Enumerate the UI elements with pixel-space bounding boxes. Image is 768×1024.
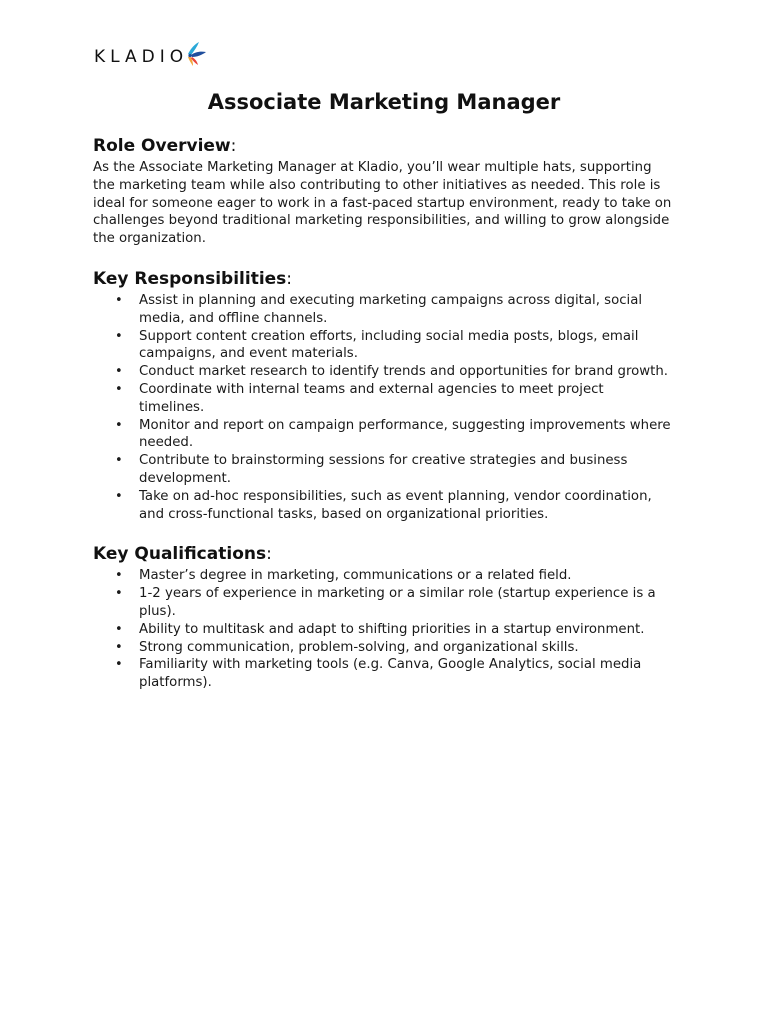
document-title: Associate Marketing Manager: [207, 90, 561, 114]
key-qualifications-heading: [93, 542, 673, 566]
bullet-icon: •: [115, 328, 123, 344]
key-responsibilities-heading-text: Key Responsibilities: [93, 268, 287, 289]
bullet-icon: •: [115, 621, 123, 637]
key-responsibilities-heading-colon: :: [286, 268, 293, 289]
list-item: [93, 656, 673, 692]
key-qualifications-heading-text: Key Qualifications: [93, 544, 267, 565]
key-qualifications-heading-colon: :: [266, 544, 272, 565]
list-item: [93, 488, 673, 524]
list-item-text: Master’s degree in marketing, communications or a related field.: [139, 568, 572, 584]
list-item: [93, 417, 673, 453]
list-item: [93, 363, 673, 381]
role-overview-text: As the Associate Marketing Manager at Kladio, you’ll wear multiple hats, supporting the marketing team while also contributing to other initiatives as needed. This role is ideal for someone eager to work in a fast-paced startup environment, ready to take on challenges beyond traditional marketing responsibilities, and willing to grow alongside the organization.: [93, 160, 672, 247]
list-item-text: Familiarity with marketing tools (e.g. Canva, Google Analytics, social media platforms).: [139, 657, 642, 691]
list-item-text: Conduct market research to identify trends and opportunities for brand growth.: [139, 364, 669, 380]
list-item-text: Coordinate with internal teams and external agencies to meet project timelines.: [139, 381, 604, 415]
list-item: [93, 567, 673, 585]
bullet-icon: •: [115, 364, 123, 380]
bullet-icon: •: [115, 292, 123, 308]
bullet-icon: •: [115, 568, 123, 584]
list-item: [93, 328, 673, 364]
list-item: [93, 621, 673, 639]
document-body: [93, 134, 673, 692]
bullet-icon: •: [115, 453, 123, 469]
list-item-text: Assist in planning and executing marketing campaigns across digital, social media, and offline channels.: [139, 292, 643, 326]
list-item: [93, 292, 673, 328]
list-item-text: Take on ad-hoc responsibilities, such as event planning, vendor coordination, and cross-functional tasks, based on organizational priorities.: [139, 488, 652, 522]
role-overview-heading: [93, 134, 673, 158]
bullet-icon: •: [115, 488, 123, 504]
list-item-text: Contribute to brainstorming sessions for creative strategies and business development.: [139, 453, 628, 486]
bullet-icon: •: [115, 381, 123, 397]
list-item-text: Monitor and report on campaign performance, suggesting improvements where needed.: [139, 417, 671, 451]
list-item: [93, 639, 673, 657]
bullet-icon: •: [115, 417, 123, 433]
list-item: [93, 452, 673, 488]
bullet-icon: •: [115, 586, 123, 602]
bird-logo-icon: [182, 40, 208, 68]
role-overview-heading-text: Role Overview: [93, 136, 231, 156]
list-item: [93, 585, 673, 621]
role-overview-heading-colon: :: [230, 136, 237, 156]
list-item-text: Strong communication, problem-solving, and organizational skills.: [139, 639, 579, 655]
list-item: [93, 381, 673, 417]
key-responsibilities-heading: [93, 267, 673, 291]
qualifications-list: [93, 567, 673, 692]
list-item-text: Ability to multitask and adapt to shifting priorities in a startup environment.: [139, 621, 645, 637]
logo-wordmark: KLADIO: [94, 47, 189, 67]
bullet-icon: •: [115, 639, 123, 655]
responsibilities-list: [93, 292, 673, 523]
kladio-logo: [94, 43, 208, 71]
list-item-text: 1-2 years of experience in marketing or a similar role (startup experience is a plus).: [139, 586, 656, 619]
list-item-text: Support content creation efforts, including social media posts, blogs, email campaigns, and event materials.: [139, 328, 639, 362]
bullet-icon: •: [115, 657, 123, 673]
